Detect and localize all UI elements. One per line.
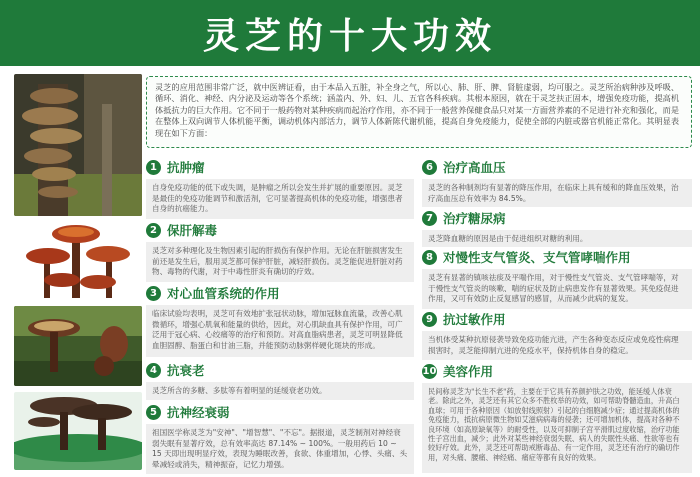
item-number: 10 <box>422 365 437 377</box>
red-lingzhi-photo <box>14 220 142 300</box>
effect-item-2 <box>146 221 414 282</box>
black-lingzhi-photo <box>14 392 142 470</box>
item-number: 7 <box>422 211 437 226</box>
item-body: 当机体受某种抗原侵袭导致免疫功能亢进，产生各种变态反应或免疫性病理损害时，灵芝能抑制亢进的免疫水平，保持机体自身的稳定。 <box>422 331 692 360</box>
item-body: 民间称灵芝为"长生不老"药，主要在于它具有养颜护肤之功效，能延缓人体衰老。除此之外，灵芝还有其它众多不胜枚举的功效，如可帮助脊髓造血，升高白血球；可用于各种原因（如放射线照射）引起的白细胞减少症；通过提高机体的免疫能力，抵抗病原微生物如艾滋病病毒的侵袭；还可增加机体，提高对各种不良环境（如高原缺氧等）的耐受性，以及可抑制子宫平滑肌过度收缩，治疗功能性子宫出血，减少；此外对某些神经衰弱失眠、病人的失眠性头痛、性欲等也有较好疗效。此外，灵芝还可帮助戒断毒品、有一定作用，灵芝还有治疗的确切作用，对头痛、腰痛、神经痛、痛症等都有良好的效果。 <box>422 383 692 473</box>
photo-column <box>14 74 142 470</box>
item-body: 灵芝所含的多糖、多肽等有着明显的延缓衰老功效。 <box>146 382 414 400</box>
item-number: 2 <box>146 223 161 238</box>
item-title: 治疗糖尿病 <box>443 211 506 226</box>
item-title: 保肝解毒 <box>167 223 218 238</box>
intro-text: 灵芝的应用范围非常广泛，就中医辨证看，由于本品入五脏，补全身之气，所以心、肺、肝、脾、肾脏虚弱，均可服之。灵芝所治病种涉及呼吸、循环、消化、神经、内分泌及运动等各个系统；涵盖内、外、妇、儿、五官各科疾病。其根本原因，就在于灵芝扶正固本，增强免疫功能，提高机体抵抗力的巨大作用。它不同于一般药物对某种疾病而起治疗作用，亦不同于一般营养保健食品只对某一方面营养素的不足进行补充和强化，而是在整体上双向调节人体机能平衡，调动机体内部活力，调节人体新陈代谢机能，提高自身免疫能力，促使全部的内脏或器官机能正常化。其明显表现在如下方面： <box>155 82 680 138</box>
effect-item-4 <box>146 361 414 400</box>
item-number: 3 <box>146 286 161 301</box>
item-number: 6 <box>422 160 437 175</box>
item-title: 抗过敏作用 <box>443 312 506 327</box>
item-title: 抗肿瘤 <box>167 160 205 175</box>
item-body: 祖国医学称灵芝为"安神"、"增智慧"、"不忘"。据报道，灵芝制剂对神经衰弱失眠有显著疗效，总有效率高达 87.14% ~ 100%。一般用药后 10 ~ 15 天即出现明显疗效，表现为睡眠改善，食欲、体重增加，心悸、头痛、头晕减轻或消失，精神振奋，记忆力增强。 <box>146 424 414 474</box>
item-number: 8 <box>422 250 437 265</box>
effect-item-1 <box>146 158 414 219</box>
item-body: 灵芝对多种理化及生物因素引起的肝损伤有保护作用。无论在肝脏损害发生前还是发生后，服用灵芝都可保护肝脏，减轻肝损伤。灵芝能促进肝脏对药物、毒物的代谢，对于中毒性肝炎有确切的疗效。 <box>146 242 414 282</box>
item-body: 自身免疫功能的低下或失调，是肿瘤之所以会发生并扩展的重要原因。灵芝是最佳的免疫功能调节和激活剂，它可显著提高机体的免疫功能，增强患者自身的抗癌能力。 <box>146 179 414 219</box>
effect-item-3 <box>146 284 414 357</box>
item-title: 抗神经衰弱 <box>167 405 230 420</box>
title-banner <box>0 0 700 66</box>
item-title: 对心血管系统的作用 <box>167 286 280 301</box>
effect-item-7 <box>422 209 692 247</box>
item-title: 美容作用 <box>443 364 494 379</box>
effect-item-9 <box>422 310 692 360</box>
item-title: 对慢性支气管炎、支气管哮喘作用 <box>443 250 631 265</box>
item-body: 灵芝降血糖的原因是由于促进组织对糖的利用。 <box>422 230 692 247</box>
effect-item-6 <box>422 158 692 207</box>
effect-item-8 <box>422 248 692 309</box>
item-title: 治疗高血压 <box>443 160 506 175</box>
wild-lingzhi-photo <box>14 306 142 386</box>
item-body: 灵芝的各种制剂均有显著的降压作用，在临床上具有缓和的降血压效果，治疗高血压总有效率为 84.5%。 <box>422 179 692 207</box>
item-body: 灵芝有显著的镇咳祛痰及平喘作用，对于慢性支气管炎、支气管哮喘等，对于慢性支气管炎的咳嗽、喘的症状及防止病患发作有显著效果。其免疫促进作用，又可有效防止反复感冒的感冒，从而减少此病的复发。 <box>422 269 692 309</box>
intro-panel <box>146 76 692 148</box>
item-body: 临床试验均表明，灵芝可有效地扩张冠状动脉，增加冠脉血流量，改善心肌微循环，增强心肌氧和能量的供给，因此，对心肌缺血具有保护作用，可广泛用于冠心病、心绞痛等的治疗和预防。对高血脂病患者，灵芝可明显降低血胆固醇、脂蛋白和甘油三脂，并能预防动脉粥样硬化斑块的形成。 <box>146 305 414 357</box>
page-title: 灵芝的十大功效 <box>202 15 497 57</box>
item-number: 4 <box>146 363 161 378</box>
item-number: 9 <box>422 312 437 327</box>
item-title: 抗衰老 <box>167 363 205 378</box>
item-number: 1 <box>146 160 161 175</box>
effect-item-5 <box>146 403 414 474</box>
effect-item-10 <box>422 362 692 473</box>
tree-mushroom-photo <box>14 74 142 216</box>
item-number: 5 <box>146 405 161 420</box>
